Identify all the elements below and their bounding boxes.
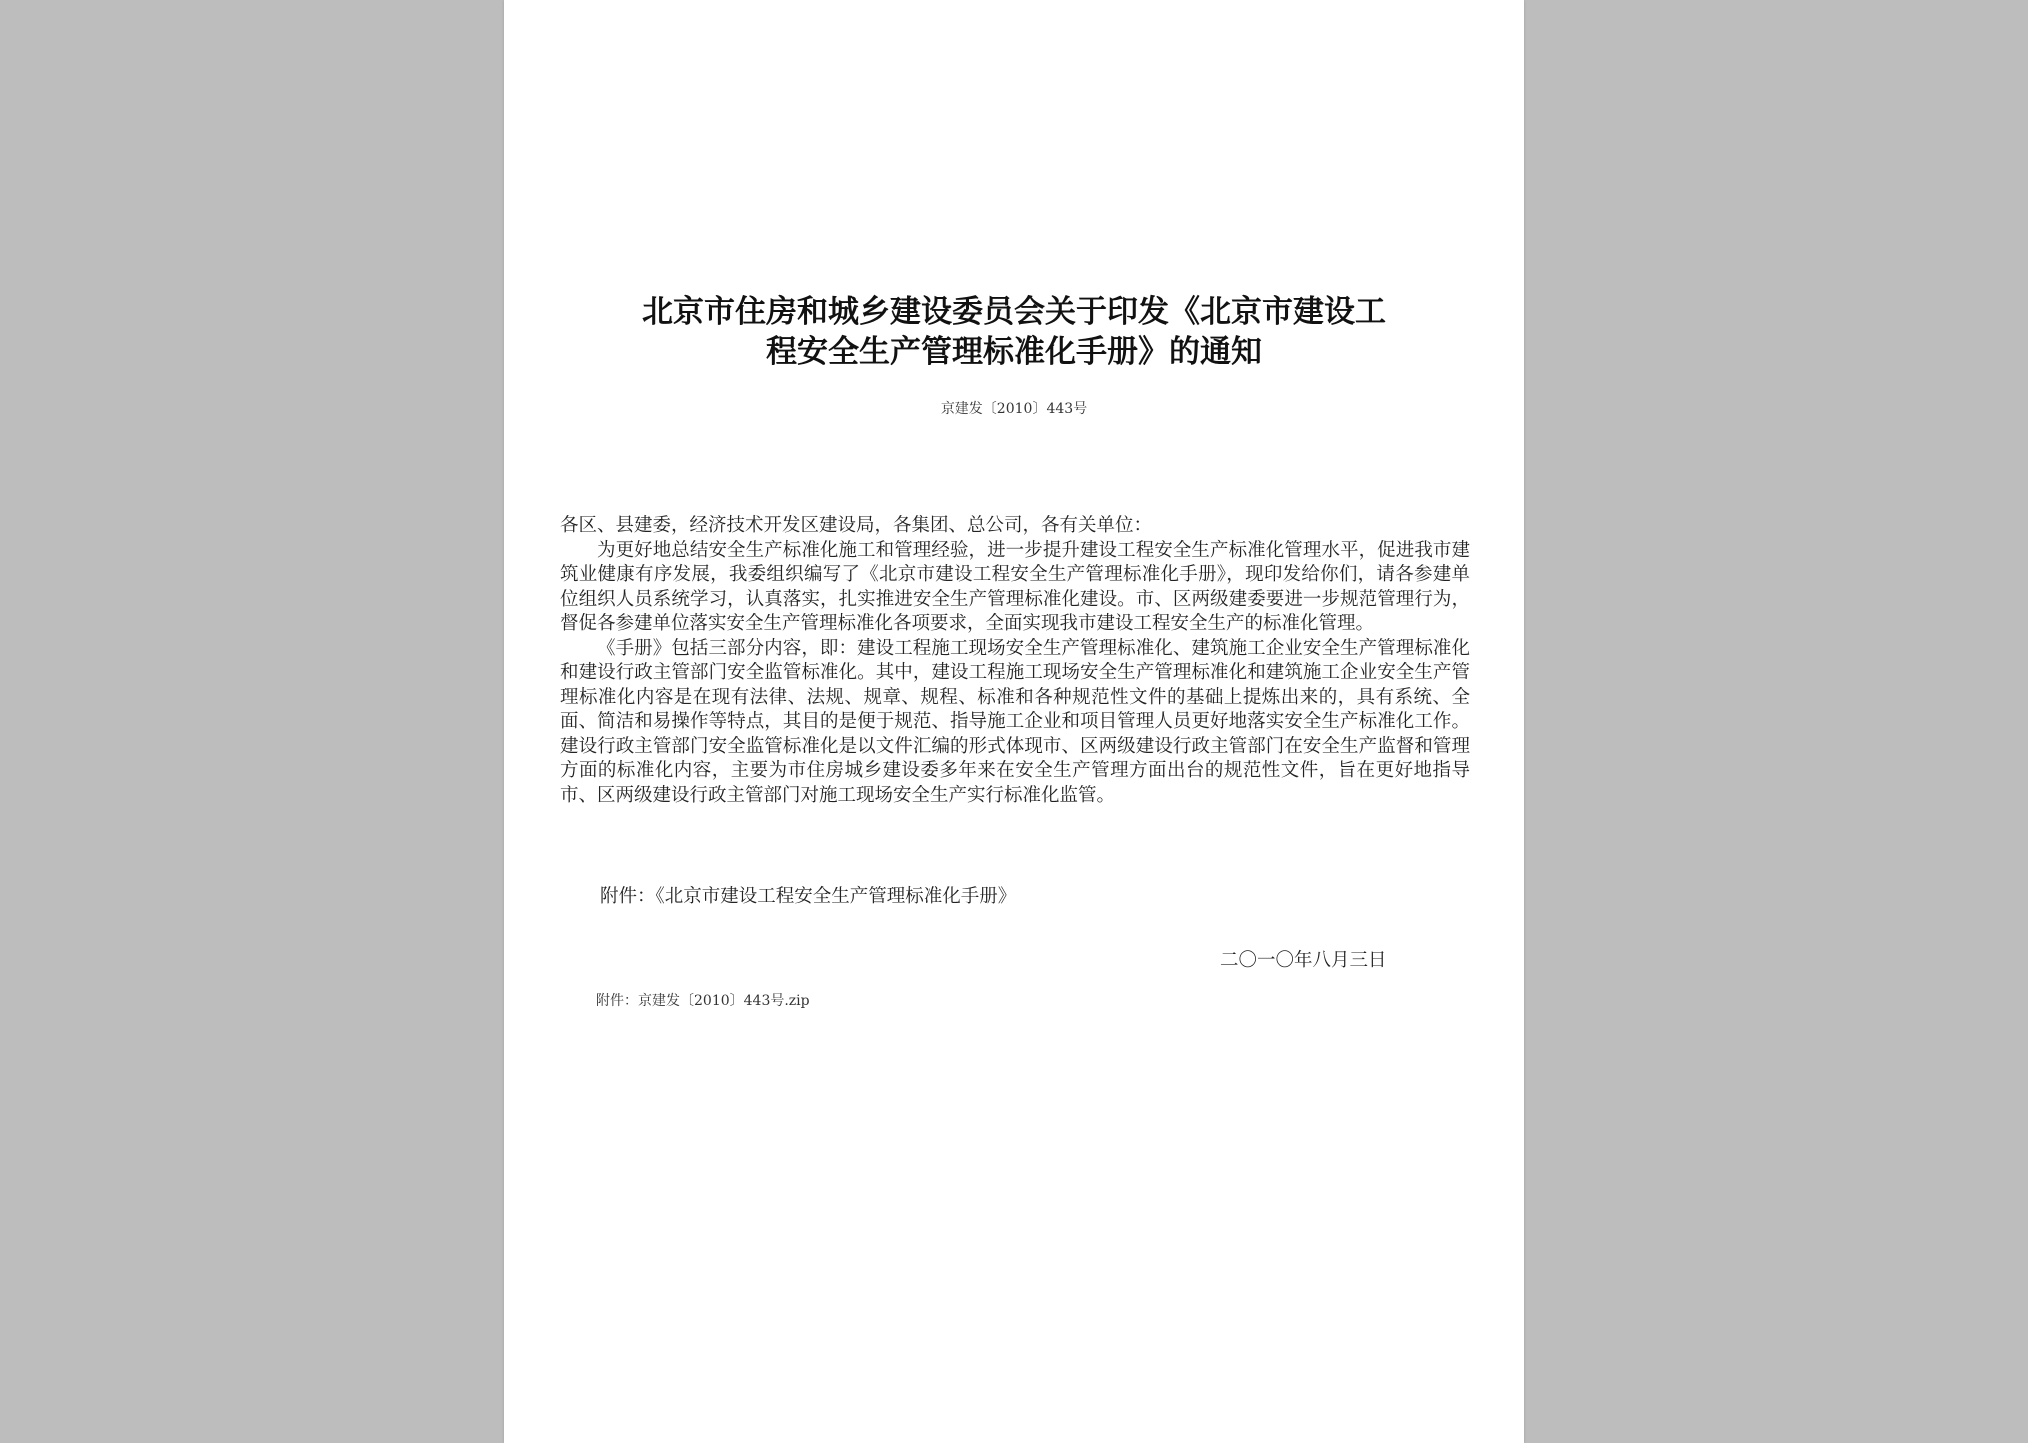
file-attachment (596, 990, 810, 1010)
document-number: 京建发〔2010〕443号 (940, 401, 1088, 417)
paragraph-1: 为更好地总结安全生产标准化施工和管理经验，进一步提升建设工程安全生产标准化管理水平，促进我市建筑业健康有序发展，我委组织编写了《北京市建设工程安全生产管理标准化手册》，现印发给你们，请各参建单位组织人员系统学习，认真落实，扎实推进安全生产管理标准化建设。市、区两级建委要进一步规范管理行为，督促各参建单位落实安全生产管理标准化各项要求，全面实现我市建设工程安全生产的标准化管理。 (560, 539, 1470, 634)
attachment-line: 附件：《北京市建设工程安全生产管理标准化手册》 (600, 886, 1017, 907)
document-title (564, 292, 1464, 372)
document-page (504, 0, 1524, 1443)
document-body (560, 514, 1480, 808)
salutation: 各区、县建委，经济技术开发区建设局，各集团、总公司，各有关单位： (560, 515, 1153, 536)
title-line-1: 北京市住房和城乡建设委员会关于印发《北京市建设工 (642, 294, 1386, 330)
file-attachment-label: 附件： (596, 993, 638, 1009)
document-date: 二〇一〇年八月三日 (1220, 950, 1387, 971)
paragraph-2: 《手册》包括三部分内容，即：建设工程施工现场安全生产管理标准化、建筑施工企业安全生产管理标准化和建设行政主管部门安全监管标准化。其中，建设工程施工现场安全生产管理标准化和建筑施工企业安全生产管理标准化内容是在现有法律、法规、规章、规程、标准和各种规范性文件的基础上提炼出来的，具有系统、全面、简洁和易操作等特点，其目的是便于规范、指导施工企业和项目管理人员更好地落实安全生产标准化工作。建设行政主管部门安全监管标准化是以文件汇编的形式体现市、区两级建设行政主管部门在安全生产监督和管理方面的标准化内容，主要为市住房城乡建设委多年来在安全生产管理方面出台的规范性文件，旨在更好地指导市、区两级建设行政主管部门对施工现场安全生产实行标准化监管。 (560, 637, 1470, 806)
title-line-2: 程安全生产管理标准化手册》的通知 (766, 334, 1262, 370)
file-attachment-link[interactable]: 京建发〔2010〕443号.zip (638, 993, 810, 1009)
